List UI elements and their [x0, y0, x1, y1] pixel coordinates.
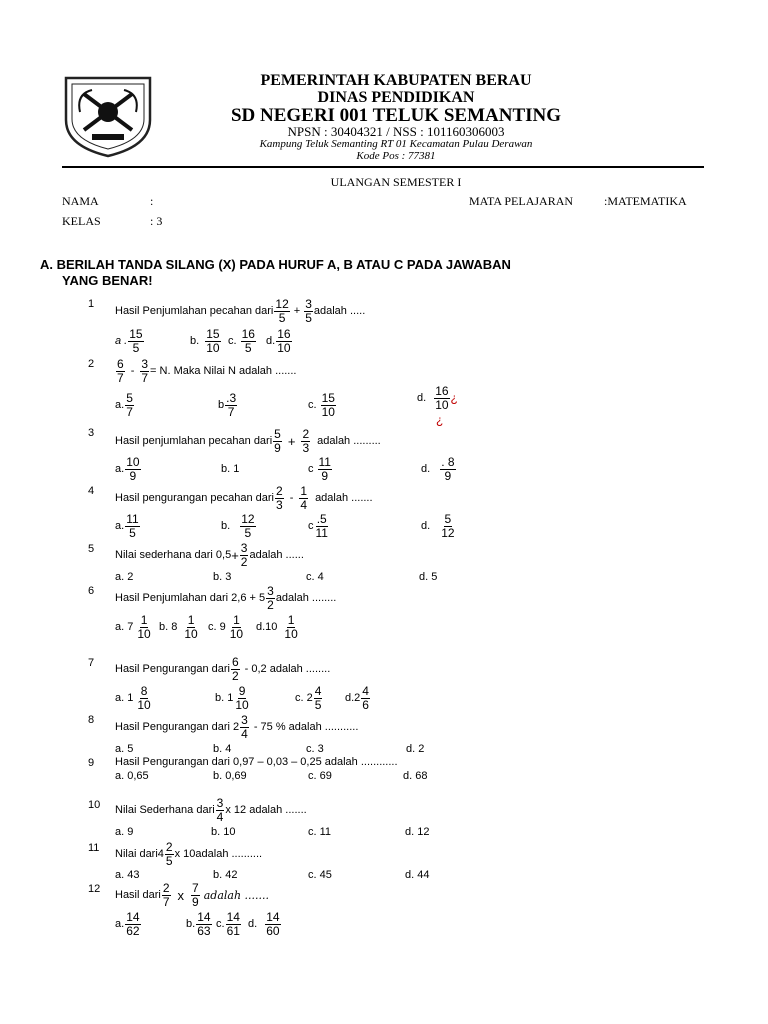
- option-d[interactable]: d. 12: [405, 826, 430, 838]
- option-c[interactable]: c $\frac{.5}{11}$: [308, 512, 328, 540]
- kelas-label: KELAS: [62, 214, 101, 228]
- nama-label: NAMA: [62, 194, 99, 208]
- header-government: PEMERINTAH KABUPATEN BERAU: [260, 72, 532, 89]
- option-d[interactable]: d. $\frac{16}{10}$: [266, 327, 291, 355]
- question-number: 9: [88, 757, 95, 769]
- question-text: $\frac{6}{7}$ - $\frac{3}{7}$ = N. Maka Nilai N adalah .......: [117, 357, 297, 385]
- option-a[interactable]: a. 5: [115, 743, 134, 755]
- question-text: Hasil Penjumlahan dari 2,6 + 5 $\frac{3}{2}$ adalah ........: [115, 584, 337, 612]
- option-c[interactable]: c. 45: [308, 869, 332, 881]
- option-c[interactable]: c. $\frac{14}{61}$: [216, 910, 240, 938]
- question-number: 6: [88, 585, 95, 597]
- option-d[interactable]: d.10 $\frac{1}{10}$: [256, 613, 298, 641]
- option-c[interactable]: c. $\frac{16}{5}$: [228, 327, 255, 355]
- option-a[interactable]: a. $\frac{10}{9}$: [115, 455, 140, 483]
- option-b[interactable]: b. $\frac{14}{63}$: [186, 910, 211, 938]
- option-a[interactable]: a. 43: [115, 869, 140, 881]
- option-c[interactable]: c. $\frac{15}{10}$: [308, 391, 335, 419]
- question-number: 4: [88, 485, 95, 497]
- exam-title: ULANGAN SEMESTER I: [330, 175, 462, 189]
- error-mark: ¿: [436, 413, 444, 427]
- mapel-label: MATA PELAJARAN: [469, 194, 574, 208]
- question-number: 7: [88, 657, 95, 669]
- question-text: Nilai dari4 $\frac{2}{5}$ x 10adalah ..........: [115, 840, 263, 868]
- option-c[interactable]: c $\frac{11}{9}$: [308, 455, 331, 483]
- question-number: 1: [88, 298, 95, 310]
- option-a[interactable]: a. $\frac{14}{62}$: [115, 910, 140, 938]
- question-text: Hasil penjumlahan pecahan dari $\frac{5}{9}$ + $\frac{2}{3}$ adalah .........: [115, 427, 381, 455]
- error-mark: ¿: [450, 391, 458, 406]
- option-b[interactable]: b. 0,69: [213, 770, 247, 782]
- option-c[interactable]: c. 9 $\frac{1}{10}$: [208, 613, 244, 641]
- question-number: 8: [88, 714, 95, 726]
- option-b[interactable]: b $\frac{.3}{7}$: [218, 391, 237, 419]
- section-instruction-cont: YANG BENAR!: [62, 273, 153, 288]
- question-text: Hasil dari $\frac{2}{7}$ x $\frac{7}{9}$ adalah .......: [115, 881, 270, 909]
- option-a[interactable]: a. 2: [115, 571, 134, 583]
- header-school-name: SD NEGERI 001 TELUK SEMANTING: [230, 105, 562, 126]
- option-b[interactable]: b. 8 $\frac{1}{10}$: [159, 613, 198, 641]
- header-department: DINAS PENDIDIKAN: [317, 89, 475, 106]
- option-b[interactable]: b. 1 $\frac{9}{10}$: [215, 684, 249, 712]
- option-a[interactable]: a. 7 $\frac{1}{10}$: [115, 613, 151, 641]
- option-d[interactable]: d. 68: [403, 770, 428, 782]
- option-a[interactable]: a. $\frac{5}{7}$: [115, 391, 133, 419]
- option-a[interactable]: a. 9: [115, 826, 134, 838]
- option-d[interactable]: d. $\frac{14}{60}$: [248, 910, 280, 938]
- mapel-value: :MATEMATIKA: [604, 194, 687, 208]
- question-text: Hasil Pengurangan dari 2 $\frac{3}{4}$ - 75 % adalah ...........: [115, 713, 359, 741]
- option-d[interactable]: d. 5: [419, 571, 438, 583]
- option-b[interactable]: b. 4: [213, 743, 232, 755]
- option-c[interactable]: c. 3: [306, 743, 324, 755]
- option-b[interactable]: b. $\frac{15}{10}$: [190, 327, 220, 355]
- question-number: 10: [88, 799, 101, 811]
- nama-separator: :: [150, 194, 154, 208]
- option-c[interactable]: c. 11: [308, 826, 332, 838]
- option-a[interactable]: a. $\frac{11}{5}$: [115, 512, 139, 540]
- header-npsn: NPSN : 30404321 / NSS : 101160306003: [287, 124, 505, 139]
- option-c[interactable]: c. 69: [308, 770, 332, 782]
- question-number: 3: [88, 427, 95, 439]
- option-c[interactable]: c. 4: [306, 571, 324, 583]
- question-number: 11: [88, 842, 100, 854]
- option-d[interactable]: d. $\frac{16}{10}$ ¿: [417, 384, 458, 412]
- option-a[interactable]: a. 1 $\frac{8}{10}$: [115, 684, 151, 712]
- option-b[interactable]: b. 42: [213, 869, 238, 881]
- question-text: Nilai sederhana dari 0,5 + $\frac{3}{2}$ adalah ......: [115, 541, 304, 569]
- header-divider: [62, 166, 704, 168]
- option-d[interactable]: d. $\frac{. 8}{9}$: [421, 455, 455, 483]
- header-address: Kampung Teluk Semanting RT 01 Kecamatan Pulau Derawan: [259, 138, 533, 150]
- option-b[interactable]: b. 1: [221, 463, 240, 475]
- question-text: Hasil Penjumlahan pecahan dari $\frac{12}{5}$ + $\frac{3}{5}$ adalah .....: [115, 297, 366, 325]
- option-a[interactable]: a. 0,65: [115, 770, 149, 782]
- question-text: Hasil Pengurangan dari $\frac{6}{2}$ - 0,2 adalah ........: [115, 655, 331, 683]
- option-d[interactable]: d. $\frac{5}{12}$: [421, 512, 455, 540]
- option-a[interactable]: a . $\frac{15}{5}$: [115, 327, 143, 355]
- option-d[interactable]: d. 44: [405, 869, 430, 881]
- question-text: Nilai Sederhana dari $\frac{3}{4}$ x 12 adalah .......: [115, 796, 307, 824]
- option-d[interactable]: d. 2: [406, 743, 425, 755]
- question-text: Hasil pengurangan pecahan dari $\frac{2}{3}$ - $\frac{1}{4}$ adalah .......: [115, 484, 373, 512]
- kelas-value: : 3: [150, 214, 163, 228]
- section-instruction: A. BERILAH TANDA SILANG (X) PADA HURUF A, B ATAU C PADA JAWABAN: [40, 257, 511, 272]
- option-c[interactable]: c. 2 $\frac{4}{5}$: [295, 684, 322, 712]
- option-b[interactable]: b. $\frac{12}{5}$: [221, 512, 255, 540]
- question-number: 2: [88, 358, 95, 370]
- option-d[interactable]: d.2 $\frac{4}{6}$: [345, 684, 369, 712]
- question-text: Hasil Pengurangan dari 0,97 – 0,03 – 0,25 adalah ............: [115, 756, 398, 768]
- option-b[interactable]: b. 3: [213, 571, 232, 583]
- question-number: 12: [88, 883, 101, 895]
- header-postal-code: Kode Pos : 77381: [356, 150, 436, 162]
- option-b[interactable]: b. 10: [211, 826, 236, 838]
- question-number: 5: [88, 543, 95, 555]
